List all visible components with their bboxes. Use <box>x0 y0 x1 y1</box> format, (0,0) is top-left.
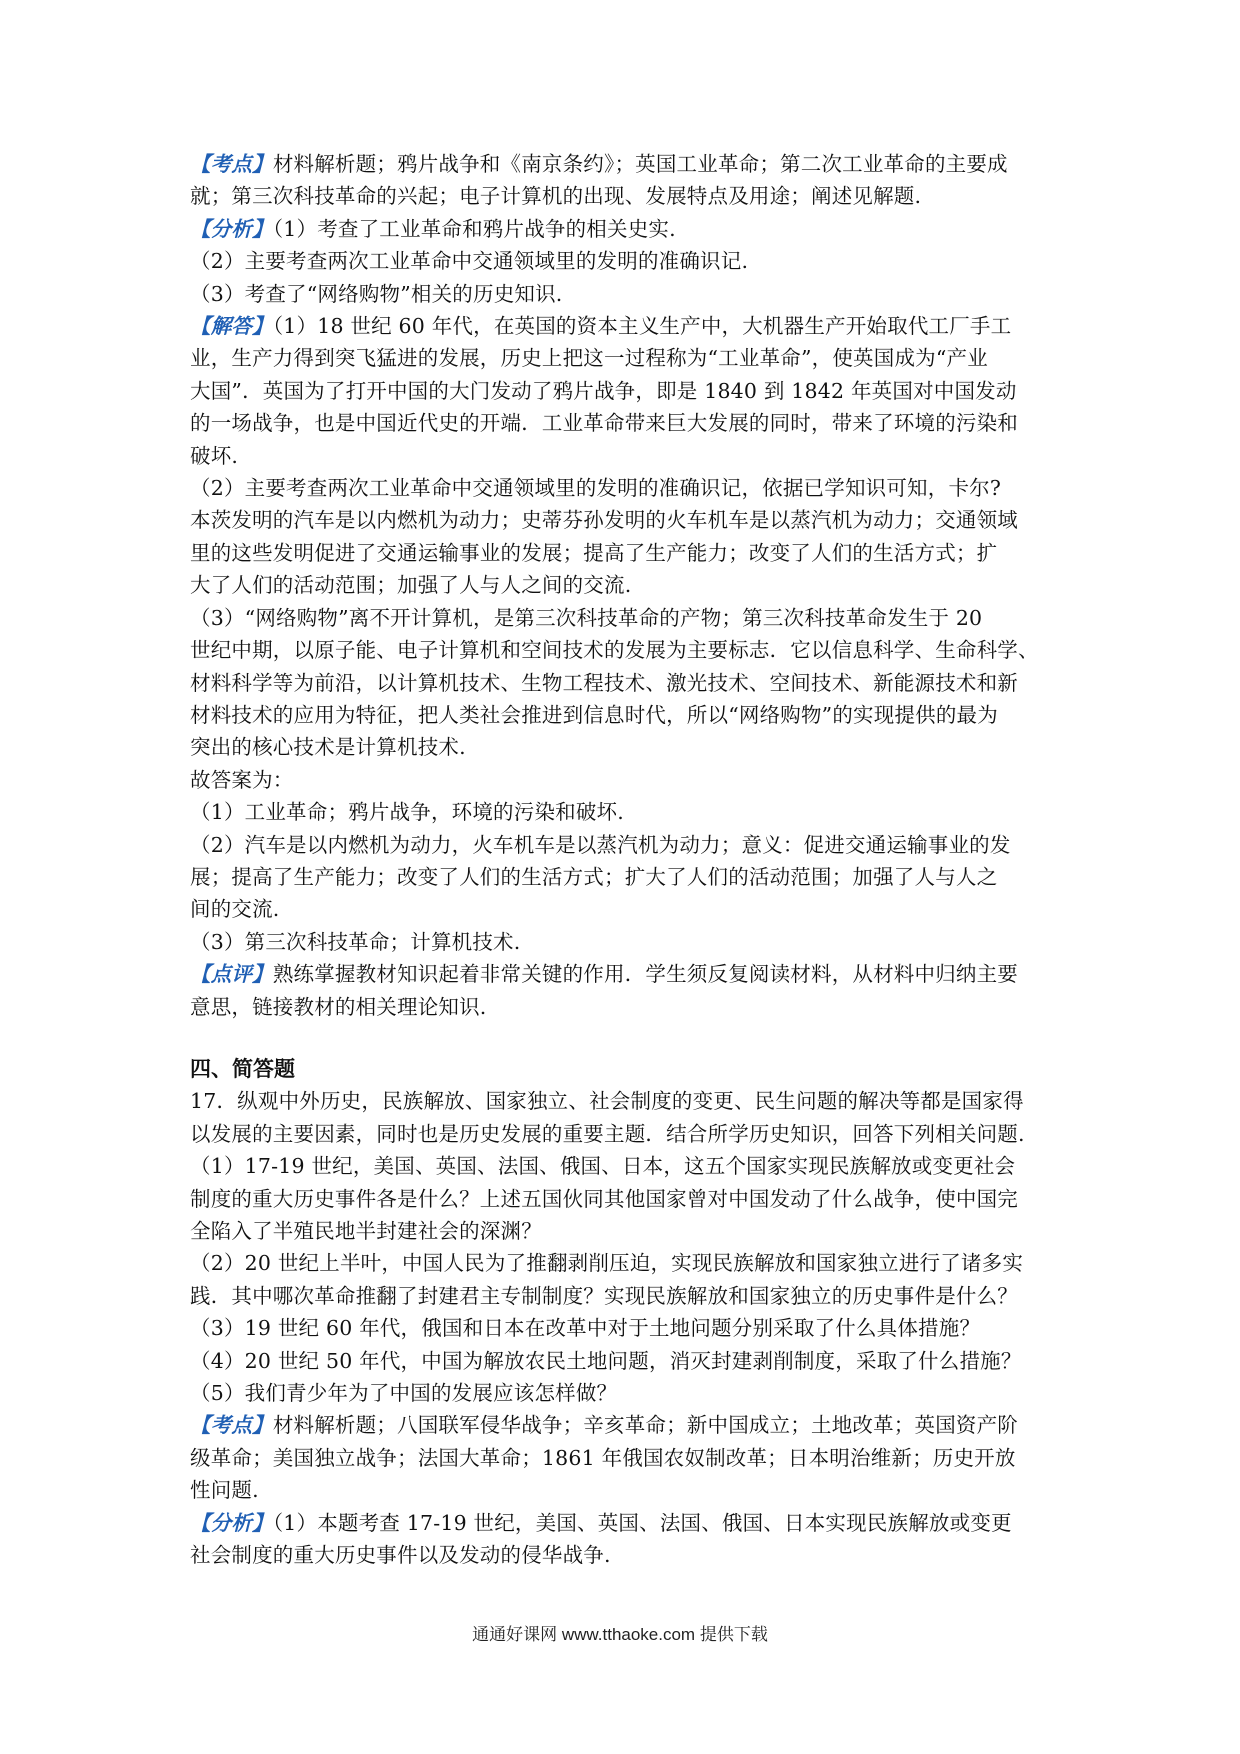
kaodian-tag: 【考点】 <box>190 152 273 176</box>
fenxi2-line-2: 社会制度的重大历史事件以及发动的侵华战争. <box>190 1543 611 1568</box>
kaodian-text: 材料解析题；鸦片战争和《南京条约》；英国工业革命；第二次工业革命的主要成 <box>272 152 1008 176</box>
question-line-4: 制度的重大历史事件各是什么？上述五国伙同其他国家曾对中国发动了什么战争，使中国完 <box>190 1186 1018 1211</box>
question-line-10: （5）我们青少年为了中国的发展应该怎样做？ <box>190 1381 618 1406</box>
kaodian-line-1 <box>190 148 1060 180</box>
question-line-3: （1）17-19 世纪，美国、英国、法国、俄国、日本，这五个国家实现民族解放或变更社会 <box>190 1154 1016 1179</box>
jieda-tag: 【解答】 <box>190 314 273 339</box>
question-line-5: 全陷入了半殖民地半封建社会的深渊？ <box>190 1219 542 1243</box>
dianping-tag: 【点评】 <box>190 962 273 987</box>
kaodian2-line-3: 性问题. <box>190 1478 259 1503</box>
fenxi-tag: 【分析】 <box>190 216 273 241</box>
answer-line-5: （3）第三次科技革命；计算机技术. <box>190 929 521 954</box>
jieda-line-9: 大了人们的活动范围；加强了人与人之间的交流. <box>190 573 632 598</box>
jieda-line-1 <box>190 310 1060 342</box>
jieda-line-12: 材料科学等为前沿，以计算机技术、生物工程技术、激光技术、空间技术、新能源技术和新 <box>190 670 1018 695</box>
jieda-line-13: 材料技术的应用为特征，把人类社会推进到信息时代，所以“网络购物”的实现提供的最为 <box>190 702 998 727</box>
jieda-line-8: 里的这些发明促进了交通运输事业的发展；提高了生产能力；改变了人们的生活方式；扩 <box>190 540 998 565</box>
fenxi-text: （1）考查了工业革命和鸦片战争的相关史实. <box>272 216 676 241</box>
fenxi-line-3: （3）考查了“网络购物”相关的历史知识. <box>190 281 563 306</box>
answer-line-4: 间的交流. <box>190 897 280 922</box>
jieda-line-3: 大国”．英国为了打开中国的大门发动了鸦片战争，即是 1840 到 1842 年英国对中国发动 <box>190 378 1017 403</box>
fenxi-line-2: （2）主要考查两次工业革命中交通领域里的发明的准确识记. <box>190 249 749 274</box>
page-footer: 通通好课网 www.tthaoke.com 提供下载 <box>472 1625 768 1644</box>
question-line-1: 17．纵观中外历史，民族解放、国家独立、社会制度的变更、民生问题的解决等都是国家得 <box>190 1089 1024 1114</box>
jieda-line-10: （3）“网络购物”离不开计算机，是第三次科技革命的产物；第三次科技革命发生于 20 <box>190 605 983 630</box>
fenxi-line-1 <box>190 213 1060 245</box>
answer-intro: 故答案为： <box>190 767 294 792</box>
fenxi2-line-1 <box>190 1507 1060 1539</box>
kaodian2-text: 材料解析题；八国联军侵华战争；辛亥革命；新中国成立；土地改革；英国资产阶 <box>272 1413 1019 1438</box>
jieda-line-14: 突出的核心技术是计算机技术. <box>190 735 466 760</box>
kaodian2-tag: 【考点】 <box>190 1413 273 1438</box>
dianping-text: 熟练掌握教材知识起着非常关键的作用．学生须反复阅读材料，从材料中归纳主要 <box>272 962 1019 987</box>
document-body <box>190 148 1060 1571</box>
question-line-7: 践．其中哪次革命推翻了封建君主专制制度？实现民族解放和国家独立的历史事件是什么？ <box>190 1283 1018 1308</box>
section-heading: 四、简答题 <box>190 1055 295 1081</box>
answer-line-2: （2）汽车是以内燃机为动力，火车机车是以蒸汽机为动力；意义：促进交通运输事业的发 <box>190 832 1011 857</box>
jieda-line-6: （2）主要考查两次工业革命中交通领域里的发明的准确识记，依据已学知识可知，卡尔? <box>190 476 1002 501</box>
jieda-line-5: 破坏. <box>190 443 239 468</box>
kaodian2-line-2: 级革命；美国独立战争；法国大革命；1861 年俄国农奴制改革；日本明治维新；历史开放 <box>190 1445 1016 1470</box>
question-line-8: （3）19 世纪 60 年代，俄国和日本在改革中对于土地问题分别采取了什么具体措施？ <box>190 1316 981 1341</box>
jieda-line-4: 的一场战争，也是中国近代史的开端．工业革命带来巨大发展的同时，带来了环境的污染和 <box>190 411 1018 436</box>
dianping-line-1 <box>190 958 1060 990</box>
jieda-line-2: 业，生产力得到突飞猛进的发展，历史上把这一过程称为“工业革命”，使英国成为“产业 <box>190 346 988 371</box>
kaodian-line-2: 就；第三次科技革命的兴起；电子计算机的出现、发展特点及用途；阐述见解题. <box>190 184 922 209</box>
question-line-2: 以发展的主要因素，同时也是历史发展的重要主题．结合所学历史知识，回答下列相关问题. <box>190 1121 1025 1146</box>
fenxi2-tag: 【分析】 <box>190 1510 273 1535</box>
answer-line-1: （1）工业革命；鸦片战争，环境的污染和破坏. <box>190 800 624 825</box>
fenxi2-text: （1）本题考查 17-19 世纪，美国、英国、法国、俄国、日本实现民族解放或变更 <box>272 1510 1012 1535</box>
dianping-line-2: 意思，链接教材的相关理论知识. <box>190 994 487 1019</box>
jieda-line-11: 世纪中期，以原子能、电子计算机和空间技术的发展为主要标志．它以信息科学、生命科学、 <box>190 638 1039 663</box>
question-line-9: （4）20 世纪 50 年代，中国为解放农民土地问题，消灭封建剥削制度，采取了什么措施？ <box>190 1348 1022 1373</box>
jieda-text: （1）18 世纪 60 年代，在英国的资本主义生产中，大机器生产开始取代工厂手工 <box>272 314 1012 339</box>
question-line-6: （2）20 世纪上半叶，中国人民为了推翻剥削压迫，实现民族解放和国家独立进行了诸多实 <box>190 1251 1024 1276</box>
kaodian2-line-1 <box>190 1409 1060 1441</box>
jieda-line-7: 本茨发明的汽车是以内燃机为动力；史蒂芬孙发明的火车机车是以蒸汽机为动力；交通领域 <box>190 508 1018 533</box>
answer-line-3: 展；提高了生产能力；改变了人们的生活方式；扩大了人们的活动范围；加强了人与人之 <box>190 864 998 889</box>
